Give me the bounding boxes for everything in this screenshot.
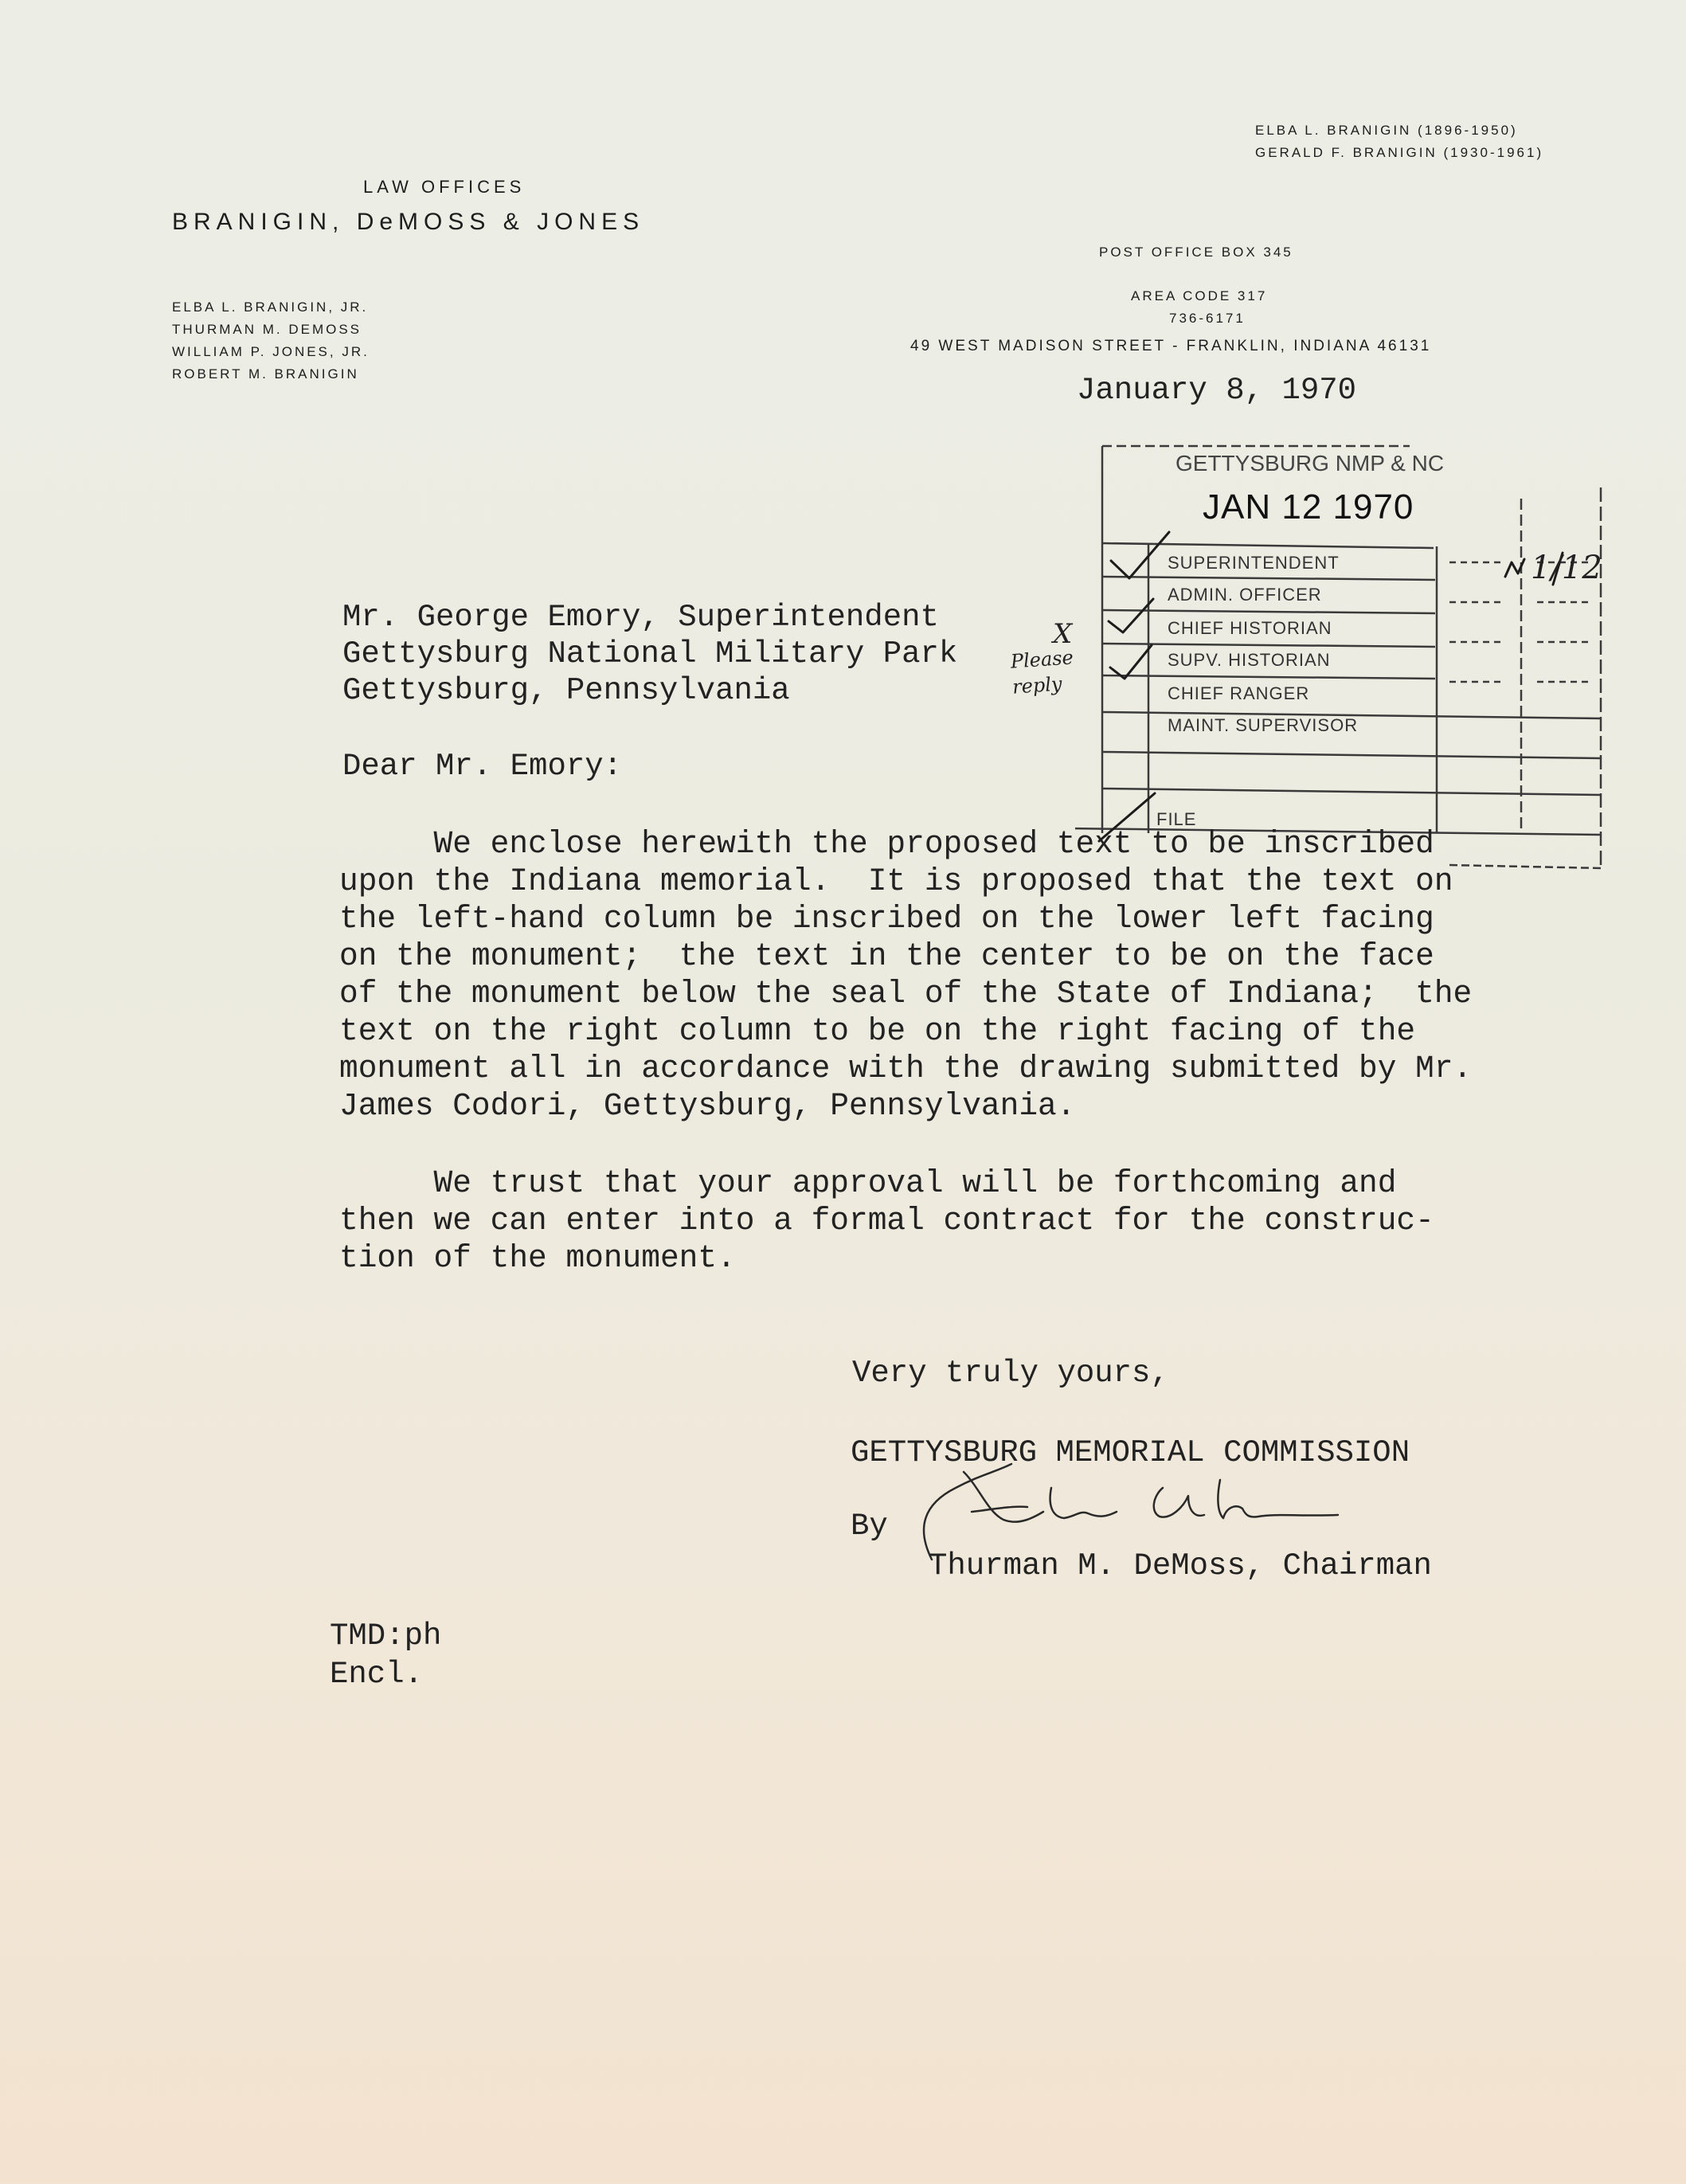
stamp-row-admin-officer: ADMIN. OFFICER [1168, 585, 1322, 605]
body-paragraph: We enclose herewith the proposed text to be inscribed upon the Indiana memorial. It is proposed that the text on the left-hand column be inscribed on the lower left facing on the monument; the text in the center to be on the face of the monument below the seal of the State of Indiana; the text on the right column to be on the right facing of the monument all in accordance with the drawing submitted by Mr. James Codori, Gettysburg, Pennsylvania. [339, 826, 1473, 1124]
partner-name: ROBERT M. BRANIGIN [172, 366, 359, 382]
recipient-line: Gettysburg, Pennsylvania [342, 673, 790, 708]
organization-name: GETTYSBURG MEMORIAL COMMISSION [851, 1435, 1410, 1470]
po-box: POST OFFICE BOX 345 [1099, 245, 1293, 260]
received-stamp [1075, 443, 1617, 873]
stamp-row-chief-ranger: CHIEF RANGER [1168, 683, 1310, 703]
partner-name: ELBA L. BRANIGIN, JR. [172, 299, 369, 315]
enclosure-note: Encl. [330, 1657, 424, 1692]
stamp-row-supv-historian: SUPV. HISTORIAN [1168, 650, 1331, 670]
signer-name: Thurman M. DeMoss, Chairman [929, 1548, 1432, 1583]
margin-note: Please reply [1010, 646, 1074, 699]
stamp-row-chief-historian: CHIEF HISTORIAN [1168, 618, 1332, 638]
stamp-row-superintendent: SUPERINTENDENT [1168, 553, 1340, 573]
stamp-handwritten-note: 1/12 [1531, 550, 1602, 586]
body-paragraph: We trust that your approval will be forthcoming and then we can enter into a formal contract for the construc- tion of the monument. [339, 1165, 1434, 1276]
letterhead-label: LAW OFFICES [363, 177, 526, 197]
margin-mark: X [1053, 618, 1073, 650]
by-label: By [851, 1509, 888, 1544]
partners-list [172, 296, 370, 386]
stamp-date: JAN 12 1970 [1203, 487, 1414, 526]
partner-name: WILLIAM P. JONES, JR. [172, 344, 370, 359]
recipient-line: Mr. George Emory, Superintendent [342, 600, 939, 635]
former-partner: ELBA L. BRANIGIN (1896-1950) [1255, 123, 1518, 138]
partner-name: THURMAN M. DEMOSS [172, 322, 362, 337]
former-partners [1255, 119, 1543, 164]
recipient-line: Gettysburg National Military Park [342, 636, 958, 671]
former-partner: GERALD F. BRANIGIN (1930-1961) [1255, 145, 1544, 160]
phone-number: 736-6171 [1169, 311, 1246, 326]
stamp-row-maint-supervisor: MAINT. SUPERVISOR [1168, 715, 1359, 735]
street-address: 49 WEST MADISON STREET - FRANKLIN, INDIANA 46131 [910, 338, 1432, 354]
firm-name: BRANIGIN, DeMOSS & JONES [172, 209, 645, 235]
recipient-address [342, 599, 957, 709]
valediction: Very truly yours, [852, 1356, 1169, 1391]
area-code: AREA CODE 317 [1131, 288, 1268, 303]
stamp-row-file: FILE [1156, 809, 1197, 829]
stamp-header: GETTYSBURG NMP & NC [1176, 451, 1445, 476]
typist-initials: TMD:ph [330, 1618, 442, 1654]
salutation: Dear Mr. Emory: [342, 749, 623, 784]
letter-date: January 8, 1970 [1077, 373, 1357, 408]
